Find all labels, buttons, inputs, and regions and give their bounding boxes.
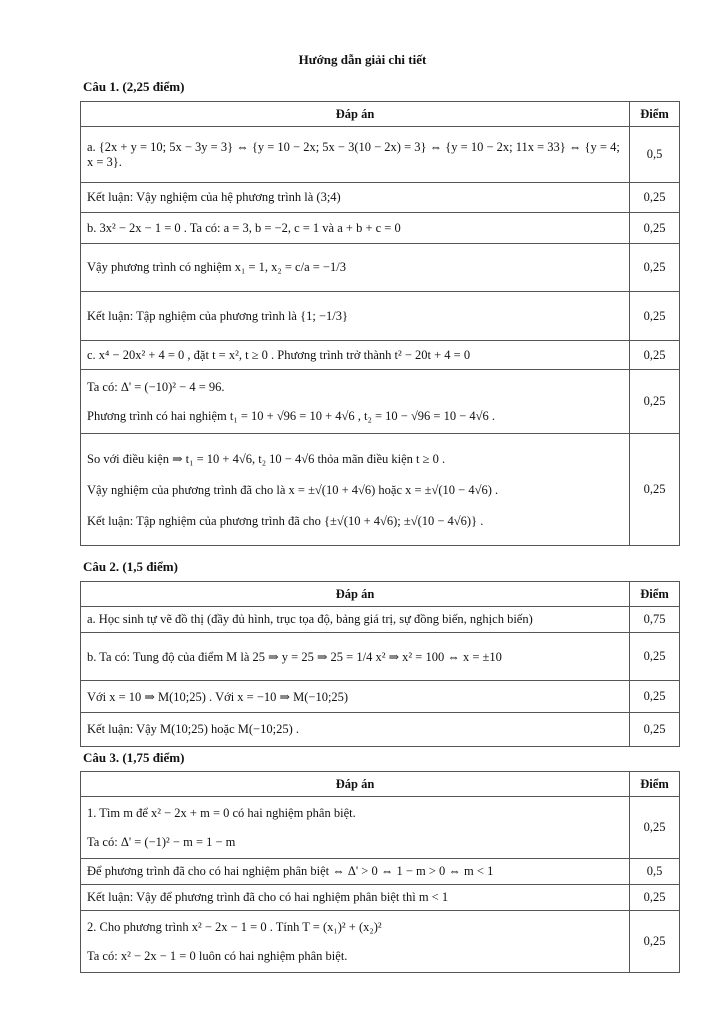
table-row bbox=[81, 885, 680, 911]
table-row bbox=[81, 213, 680, 244]
answer-table-3 bbox=[80, 771, 680, 973]
table-row bbox=[81, 859, 680, 885]
section-heading-2: Câu 2. (1,5 điểm) bbox=[83, 559, 178, 574]
answer-line: Ta có: Δ' = (−10)² − 4 = 96. bbox=[87, 379, 225, 394]
score-cell: 0,25 bbox=[630, 713, 680, 747]
answer-cell: a. {2x + y = 10; 5x − 3y = 3} ⇔ {y = 10 − 2x; 5x − 3(10 − 2x) = 3} ⇔ {y = 10 − 2x; 11x = 33} ⇔ {y = 4; x = 3}. bbox=[81, 127, 630, 183]
score-cell: 0,25 bbox=[630, 213, 680, 244]
score-cell: 0,25 bbox=[630, 911, 680, 973]
answer-table-1 bbox=[80, 101, 680, 546]
score-cell: 0,25 bbox=[630, 370, 680, 434]
score-cell: 0,25 bbox=[630, 797, 680, 859]
score-cell: 0,25 bbox=[630, 183, 680, 213]
answer-line: Vậy nghiệm của phương trình đã cho là x = ±√(10 + 4√6) hoặc x = ±√(10 − 4√6) . bbox=[87, 482, 499, 497]
score-cell: 0,5 bbox=[630, 127, 680, 183]
score-cell: 0,25 bbox=[630, 681, 680, 713]
answer-table-2 bbox=[80, 581, 680, 747]
column-header-score: Điểm bbox=[630, 102, 680, 127]
answer-cell: a. Học sinh tự vẽ đồ thị (đầy đủ hình, trục tọa độ, bảng giá trị, sự đồng biến, nghịch biến) bbox=[81, 607, 630, 633]
table-row bbox=[81, 434, 680, 546]
answer-cell: Với x = 10 ⇒ M(10;25) . Với x = −10 ⇒ M(−10;25) bbox=[81, 681, 630, 713]
table-row bbox=[81, 797, 680, 859]
table-row bbox=[81, 681, 680, 713]
answer-cell: Kết luận: Vậy M(10;25) hoặc M(−10;25) . bbox=[81, 713, 630, 747]
table-row bbox=[81, 127, 680, 183]
answer-cell bbox=[81, 370, 630, 434]
table-row bbox=[81, 370, 680, 434]
column-header-answer: Đáp án bbox=[81, 102, 630, 127]
column-header-score: Điểm bbox=[630, 582, 680, 607]
answer-cell: b. 3x² − 2x − 1 = 0 . Ta có: a = 3, b = −2, c = 1 và a + b + c = 0 bbox=[81, 213, 630, 244]
answer-cell: Kết luận: Vậy nghiệm của hệ phương trình là (3;4) bbox=[81, 183, 630, 213]
score-cell: 0,25 bbox=[630, 244, 680, 292]
answer-cell: Vậy phương trình có nghiệm x₁ = 1, x₂ = c/a = −1/3 bbox=[81, 244, 630, 292]
column-header-answer: Đáp án bbox=[81, 772, 630, 797]
score-cell: 0,25 bbox=[630, 434, 680, 546]
answer-line: 1. Tìm m để x² − 2x + m = 0 có hai nghiệm phân biệt. bbox=[87, 805, 356, 820]
table-row bbox=[81, 713, 680, 747]
answer-cell bbox=[81, 911, 630, 973]
answer-line: Phương trình có hai nghiệm t₁ = 10 + √96 = 10 + 4√6 , t₂ = 10 − √96 = 10 − 4√6 . bbox=[87, 408, 496, 423]
table-row bbox=[81, 633, 680, 681]
section-heading-1: Câu 1. (2,25 điểm) bbox=[83, 79, 185, 94]
table-row bbox=[81, 607, 680, 633]
table-row bbox=[81, 244, 680, 292]
table-row bbox=[81, 911, 680, 973]
section-heading-3: Câu 3. (1,75 điểm) bbox=[83, 750, 185, 765]
column-header-score: Điểm bbox=[630, 772, 680, 797]
answer-cell: Kết luận: Tập nghiệm của phương trình là {1; −1/3} bbox=[81, 292, 630, 341]
score-cell: 0,75 bbox=[630, 607, 680, 633]
score-cell: 0,25 bbox=[630, 633, 680, 681]
score-cell: 0,5 bbox=[630, 859, 680, 885]
page-title: Hướng dẫn giải chi tiết bbox=[298, 52, 427, 67]
answer-cell: Kết luận: Vậy để phương trình đã cho có hai nghiệm phân biệt thì m < 1 bbox=[81, 885, 630, 911]
answer-cell bbox=[81, 797, 630, 859]
answer-line: Kết luận: Tập nghiệm của phương trình đã cho {±√(10 + 4√6); ±√(10 − 4√6)} . bbox=[87, 513, 484, 528]
column-header-answer: Đáp án bbox=[81, 582, 630, 607]
answer-cell: c. x⁴ − 20x² + 4 = 0 , đặt t = x², t ≥ 0 . Phương trình trở thành t² − 20t + 4 = 0 bbox=[81, 341, 630, 370]
score-cell: 0,25 bbox=[630, 885, 680, 911]
answer-line: Ta có: Δ' = (−1)² − m = 1 − m bbox=[87, 834, 236, 849]
answer-line: So với điều kiện ⇒ t₁ = 10 + 4√6, t₂ 10 − 4√6 thỏa mãn điều kiện t ≥ 0 . bbox=[87, 451, 446, 466]
score-cell: 0,25 bbox=[630, 341, 680, 370]
answer-cell bbox=[81, 434, 630, 546]
table-row bbox=[81, 183, 680, 213]
table-row bbox=[81, 341, 680, 370]
answer-cell: Để phương trình đã cho có hai nghiệm phân biệt ⇔ Δ' > 0 ⇔ 1 − m > 0 ⇔ m < 1 bbox=[81, 859, 630, 885]
score-cell: 0,25 bbox=[630, 292, 680, 341]
answer-line: Ta có: x² − 2x − 1 = 0 luôn có hai nghiệm phân biệt. bbox=[87, 948, 348, 963]
answer-cell: b. Ta có: Tung độ của điểm M là 25 ⇒ y = 25 ⇒ 25 = 1/4 x² ⇒ x² = 100 ⇔ x = ±10 bbox=[81, 633, 630, 681]
table-row bbox=[81, 292, 680, 341]
answer-line: 2. Cho phương trình x² − 2x − 1 = 0 . Tính T = (x₁)² + (x₂)² bbox=[87, 919, 382, 934]
